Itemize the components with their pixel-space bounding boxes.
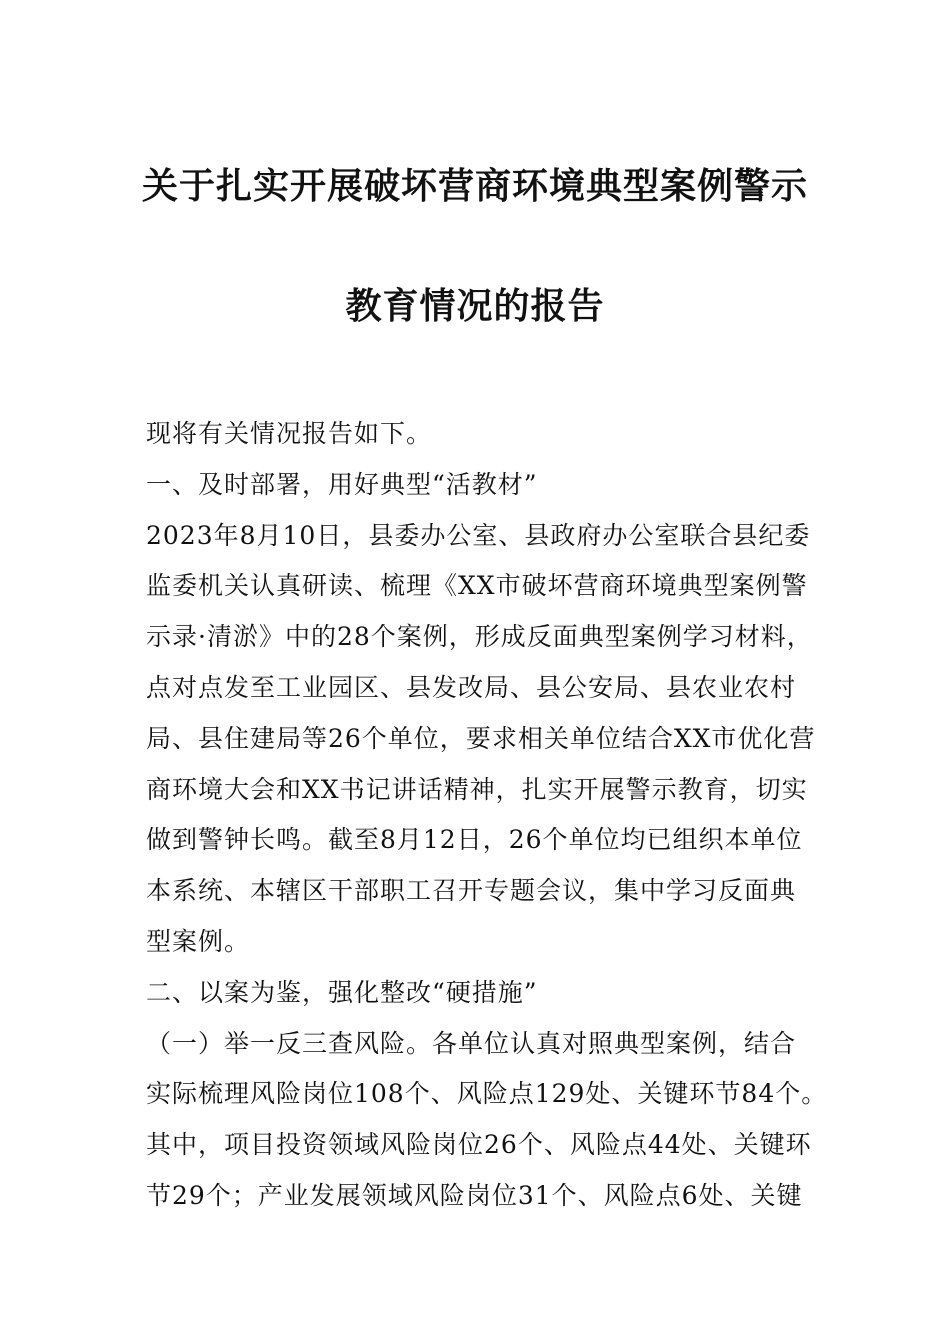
section-heading-2: 二、以案为鉴，强化整改“硬措施”	[146, 977, 538, 1007]
body-line: 监委机关认真研读、梳理《XX市破坏营商环境典型案例警	[146, 571, 808, 601]
body-line: 型案例。	[146, 926, 251, 956]
document-body	[146, 409, 826, 1222]
body-line: 实际梳理风险岗位108个、风险点129处、关键环节84个。	[146, 1079, 828, 1109]
subsection-heading: （一）举一反三查风险。各单位认真对照典型案例，结合	[146, 1028, 797, 1058]
body-line: 其中，项目投资领域风险岗位26个、风险点44处、关键环	[146, 1130, 812, 1160]
body-line: 2023年8月10日，县委办公室、县政府办公室联合县纪委	[146, 520, 811, 550]
body-line: 点对点发至工业园区、县发改局、县公安局、县农业农村	[146, 672, 797, 702]
body-line: 示录·清淤》中的28个案例，形成反面典型案例学习材料，	[146, 622, 813, 652]
document-title-line-1: 关于扎实开展破坏营商环境典型案例警示	[141, 165, 808, 207]
body-line: 商环境大会和XX书记讲话精神，扎实开展警示教育，切实	[146, 774, 808, 804]
body-line: 现将有关情况报告如下。	[146, 419, 433, 448]
body-line: 局、县住建局等26个单位，要求相关单位结合XX市优化营	[146, 723, 816, 753]
body-line: 做到警钟长鸣。截至8月12日，26个单位均已组织本单位	[146, 825, 803, 855]
body-line: 本系统、本辖区干部职工召开专题会议，集中学习反面典	[146, 876, 797, 906]
section-heading-1: 一、及时部署，用好典型“活教材”	[146, 469, 538, 499]
body-line: 节29个；产业发展领域风险岗位31个、风险点6处、关键	[146, 1180, 803, 1210]
document-title-line-2: 教育情况的报告	[345, 285, 605, 327]
